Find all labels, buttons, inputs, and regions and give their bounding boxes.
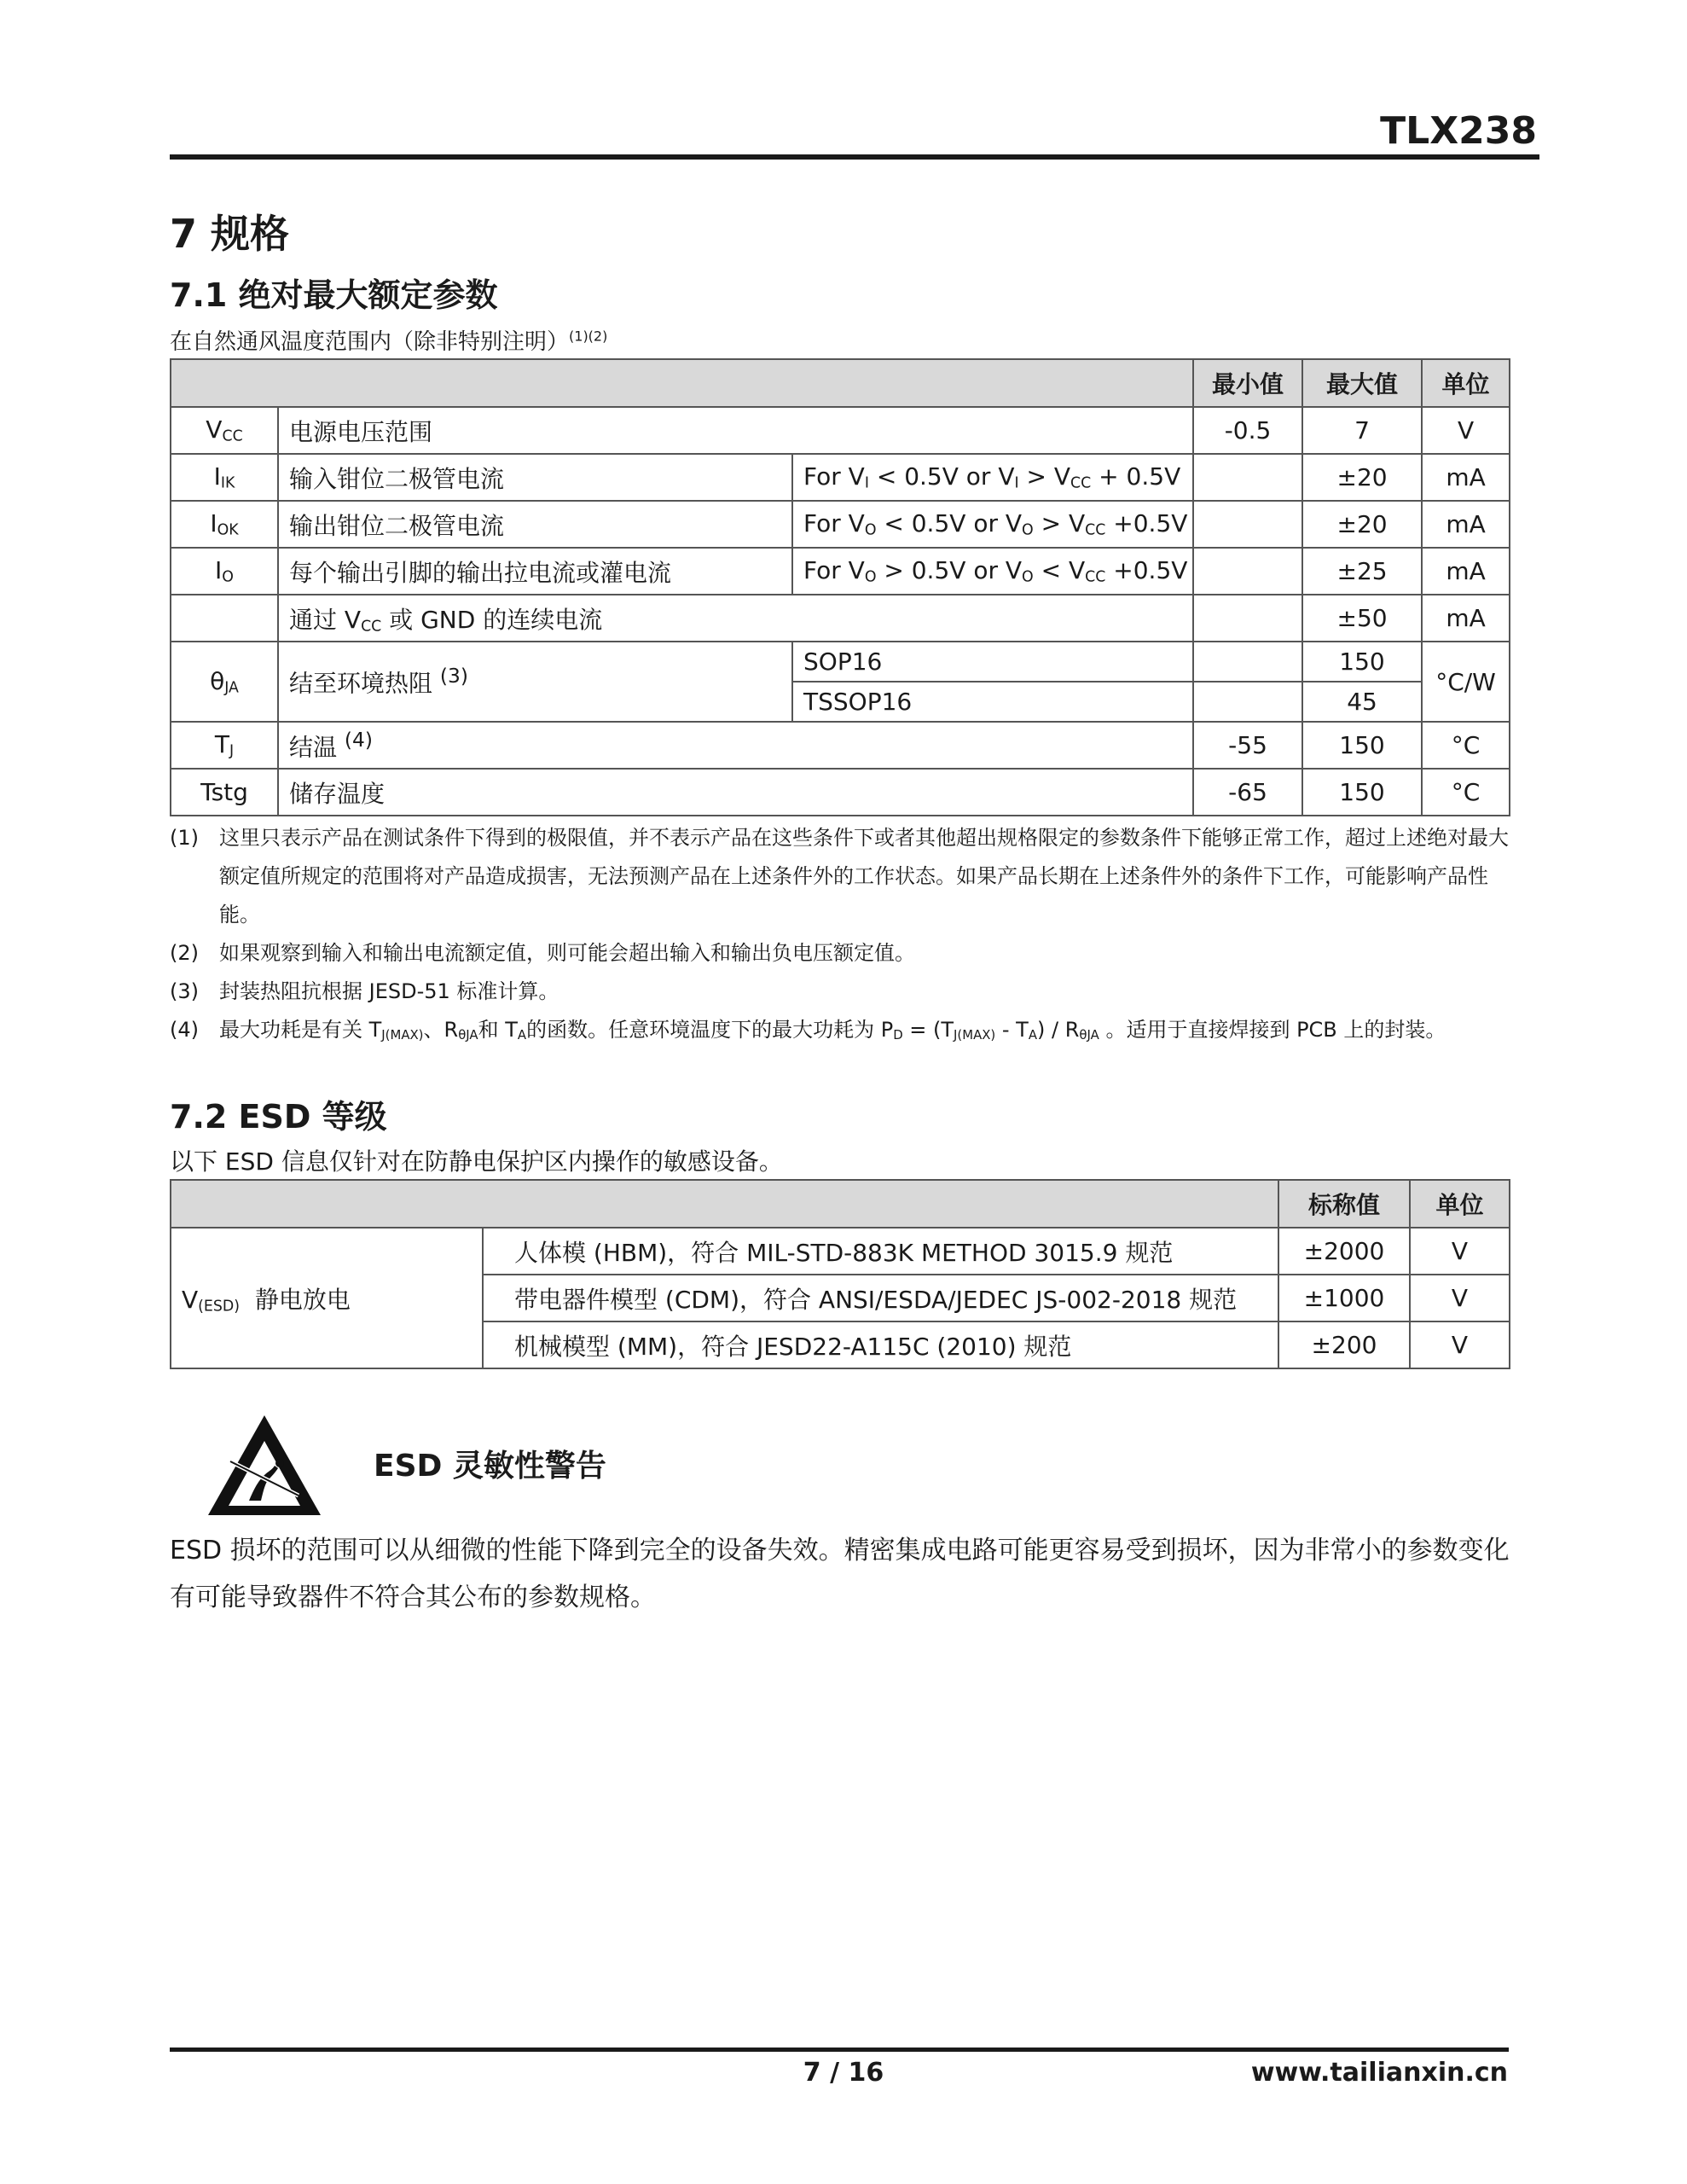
table-row-theta-sop16 [171,642,1510,682]
parameter-cell: 输入钳位二极管电流 [278,454,792,501]
unit-cell: °C [1422,722,1510,769]
symbol-cell: Tstg [171,769,278,816]
header-unit: 单位 [1410,1180,1510,1228]
model-cell: 人体模 (HBM)，符合 MIL-STD-883K METHOD 3015.9 规范 [483,1228,1278,1275]
table-row-hbm [171,1228,1510,1275]
value-cell: ±1000 [1278,1275,1410,1321]
esd-warning-text: ESD 损坏的范围可以从细微的性能下降到完全的设备失效。精密集成电路可能更容易受到损坏，因为非常小的参数变化有可能导致器件不符合其公布的参数规格。 [170,1536,1510,1612]
esd-table [170,1179,1510,1369]
symbol-cell: $I_O$ [171,548,278,595]
max-cell: 150 [1302,722,1422,769]
parameter-cell: 输出钳位二极管电流 [278,501,792,548]
esd-warning-icon [205,1412,324,1519]
min-cell: -55 [1193,722,1302,769]
symbol-cell: $\theta_{JA}$ [171,642,278,722]
parameter-cell: 储存温度 [278,769,1193,816]
unit-cell: °C/W [1422,642,1510,722]
footnote: (4) 最大功耗是有关 $T_{J(MAX)}$、$R_{\theta JA}$和 $T_A$的函数。任意环境温度下的最大功耗为 $P_D = (T_{J(MAX)} - T_A) / R_{\theta JA}$ 。适用于直接焊接到 PCB 上的封装。 [170,1018,1446,1043]
header-blank-cell [171,359,1193,407]
header-max: 最大值 [1302,359,1422,407]
value-cell: ±2000 [1278,1228,1410,1275]
max-cell: 45 [1302,682,1422,722]
unit-cell: V [1410,1228,1510,1275]
max-cell: ±50 [1302,595,1422,642]
max-cell: ±20 [1302,501,1422,548]
symbol-cell: $T_J$ [171,722,278,769]
table-row-tj [171,722,1510,769]
min-cell [1193,595,1302,642]
product-name: TLX238 [1380,109,1537,153]
unit-cell: V [1410,1275,1510,1321]
footnote: (1) 这里只表示产品在测试条件下得到的极限值，并不表示产品在这些条件下或者其他超出规格限定的参数条件下能够正常工作，超过上述绝对最大额定值所规定的范围将对产品造成损害，无法预测产品在上述条件外的工作状态。如果产品长期在上述条件外的条件下工作，可能影响产品性能。 [170,826,1509,926]
unit-cell: V [1422,407,1510,454]
footnote: (3) 封装热阻抗根据 JESD-51 标准计算。 [170,979,559,1003]
table-row-vcc [171,407,1510,454]
condition-cell: For $V_O < 0.5V$ or $V_O > V_{CC} +0.5V$ [792,501,1193,548]
min-cell [1193,501,1302,548]
min-cell [1193,682,1302,722]
unit-cell: °C [1422,769,1510,816]
header-unit: 单位 [1422,359,1510,407]
header-rule [170,154,1539,160]
parameter-cell: 结至环境热阻 $^{(3)}$ [278,642,792,722]
max-cell: ±20 [1302,454,1422,501]
condition-cell: For $V_O > 0.5V$ or $V_O < V_{CC} +0.5V$ [792,548,1193,595]
table-row-continuous-current [171,595,1510,642]
model-cell: 机械模型 (MM)，符合 JESD22-A115C (2010) 规范 [483,1321,1278,1368]
table-row-iok [171,501,1510,548]
esd-warning-title: ESD 灵敏性警告 [374,1449,606,1484]
max-cell: ±25 [1302,548,1422,595]
max-cell: 150 [1302,769,1422,816]
unit-cell: mA [1422,454,1510,501]
abs-max-intro: 在自然通风温度范围内（除非特别注明）$^{(1)(2)}$ [170,328,608,355]
min-cell [1193,548,1302,595]
parameter-cell: 每个输出引脚的输出拉电流或灌电流 [278,548,792,595]
unit-cell: V [1410,1321,1510,1368]
subsection-title-esd: 7.2 ESD 等级 [170,1098,387,1136]
unit-cell: mA [1422,548,1510,595]
package-cell: TSSOP16 [792,682,1193,722]
footer-url[interactable]: www.tailianxin.cn [1250,2058,1508,2088]
parameter-cell: 结温 $^{(4)}$ [278,722,1193,769]
symbol-cell [171,595,278,642]
model-cell: 带电器件模型 (CDM)，符合 ANSI/ESDA/JEDEC JS-002-2018 规范 [483,1275,1278,1321]
max-cell: 7 [1302,407,1422,454]
section-title: 7 规格 [170,211,290,257]
esd-intro: 以下 ESD 信息仅针对在防静电保护区内操作的敏感设备。 [170,1147,783,1176]
min-cell: -65 [1193,769,1302,816]
symbol-cell: $I_{OK}$ [171,501,278,548]
unit-cell: mA [1422,595,1510,642]
footnote: (2) 如果观察到输入和输出电流额定值，则可能会超出输入和输出负电压额定值。 [170,941,915,965]
symbol-cell: $I_{IK}$ [171,454,278,501]
footer-rule [170,2048,1509,2052]
table-row-tstg [171,769,1510,816]
parameter-cell: 通过 $V_{CC}$ 或 GND 的连续电流 [278,595,1193,642]
abs-max-table [170,358,1510,816]
parameter-cell: 电源电压范围 [278,407,1193,454]
table-header-row [171,1180,1510,1228]
intro-note-ref: (1)(2) [569,328,608,345]
min-cell [1193,642,1302,682]
package-cell: SOP16 [792,642,1193,682]
esd-symbol-cell: $V_{(ESD)}$ 静电放电 [171,1228,483,1368]
table-header-row [171,359,1510,407]
header-blank-cell [171,1180,1278,1228]
min-cell: -0.5 [1193,407,1302,454]
unit-cell: mA [1422,501,1510,548]
page-number: 7 / 16 [803,2058,884,2088]
table-row-iik [171,454,1510,501]
condition-cell: For $V_I < 0.5V$ or $V_I > V_{CC} + 0.5V$ [792,454,1193,501]
subsection-title-abs-max: 7.1 绝对最大额定参数 [170,276,498,314]
table-row-io [171,548,1510,595]
header-min: 最小值 [1193,359,1302,407]
max-cell: 150 [1302,642,1422,682]
footnotes [170,819,1517,1054]
value-cell: ±200 [1278,1321,1410,1368]
min-cell [1193,454,1302,501]
header-nominal: 标称值 [1278,1180,1410,1228]
symbol-cell: $V_{CC}$ [171,407,278,454]
